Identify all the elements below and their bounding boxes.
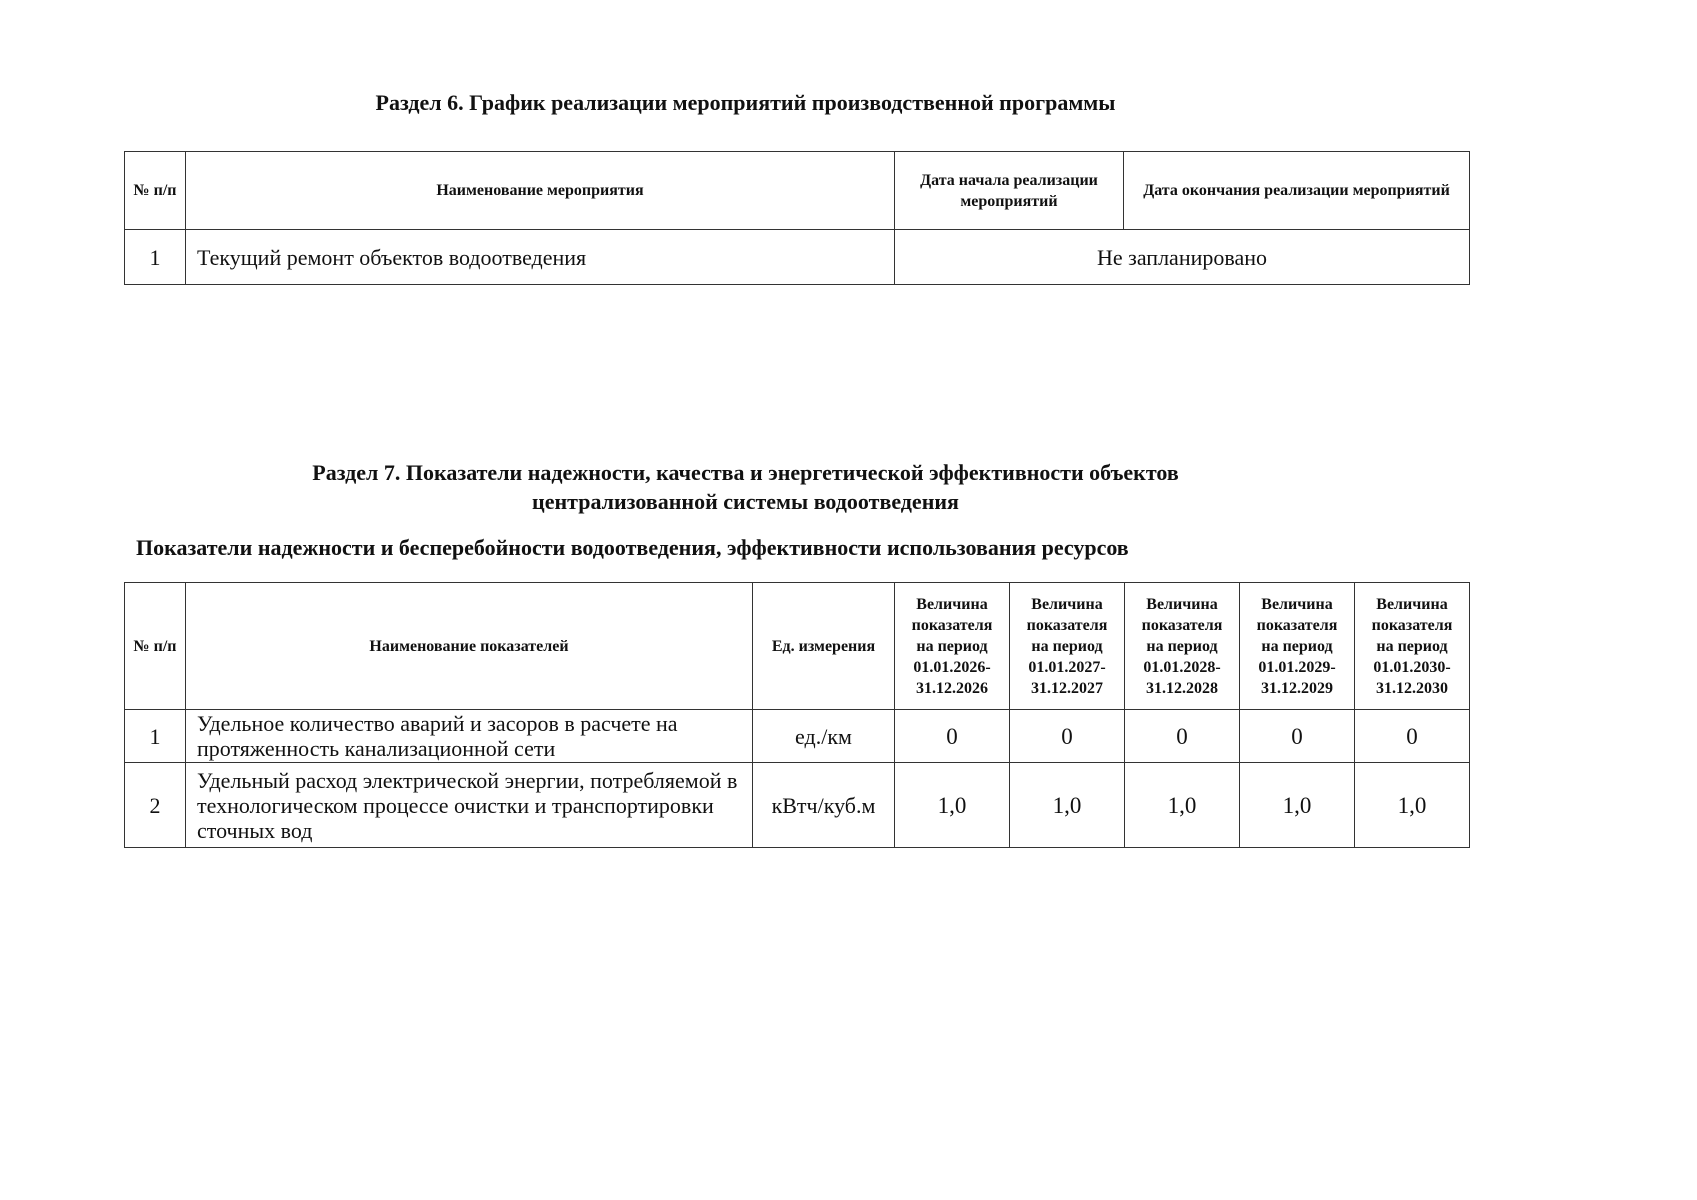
header-start-date: Дата начала реализации мероприятий xyxy=(895,152,1124,230)
header-period-2027: Величина показателя на период 01.01.2027-31.12.2027 xyxy=(1010,583,1125,710)
section7-title xyxy=(0,458,1594,516)
indicator-unit: кВтч/куб.м xyxy=(753,763,895,848)
section7-subtitle: Показатели надежности и бесперебойности водоотведения, эффективности использования ресурсов xyxy=(136,535,1129,560)
indicator-name: Удельное количество аварий и засоров в расчете на протяженность канализационной сети xyxy=(186,710,753,763)
indicator-value-2026: 1,0 xyxy=(895,763,1010,848)
indicator-unit: ед./км xyxy=(753,710,895,763)
row-num: 1 xyxy=(125,710,186,763)
indicator-name: Удельный расход электрической энергии, потребляемой в технологическом процессе очистки и транспортировки сточных вод xyxy=(186,763,753,848)
header-indicator-name: Наименование показателей xyxy=(186,583,753,710)
events-schedule-table xyxy=(124,151,1470,285)
header-unit: Ед. измерения xyxy=(753,583,895,710)
section6-title: Раздел 6. График реализации мероприятий производственной программы xyxy=(375,90,1116,115)
header-period-2030: Величина показателя на период 01.01.2030-31.12.2030 xyxy=(1355,583,1470,710)
indicator-value-2029: 0 xyxy=(1240,710,1355,763)
header-period-2026: Величина показателя на период 01.01.2026-31.12.2026 xyxy=(895,583,1010,710)
header-num: № п/п xyxy=(125,583,186,710)
indicator-value-2030: 0 xyxy=(1355,710,1470,763)
event-name: Текущий ремонт объектов водоотведения xyxy=(186,230,895,285)
header-period-2029: Величина показателя на период 01.01.2029-31.12.2029 xyxy=(1240,583,1355,710)
indicator-value-2027: 0 xyxy=(1010,710,1125,763)
indicator-value-2026: 0 xyxy=(895,710,1010,763)
indicator-value-2029: 1,0 xyxy=(1240,763,1355,848)
table-row xyxy=(125,230,1470,285)
indicator-value-2028: 1,0 xyxy=(1125,763,1240,848)
section7-title-line1: Раздел 7. Показатели надежности, качества и энергетической эффективности объектов xyxy=(312,460,1179,485)
header-event-name: Наименование мероприятия xyxy=(186,152,895,230)
row-num: 1 xyxy=(125,230,186,285)
table-row xyxy=(125,710,1470,763)
indicator-value-2030: 1,0 xyxy=(1355,763,1470,848)
header-num: № п/п xyxy=(125,152,186,230)
header-end-date: Дата окончания реализации мероприятий xyxy=(1124,152,1470,230)
table-row xyxy=(125,763,1470,848)
row-num: 2 xyxy=(125,763,186,848)
indicator-value-2028: 0 xyxy=(1125,710,1240,763)
indicators-table xyxy=(124,582,1470,848)
header-period-2028: Величина показателя на период 01.01.2028-31.12.2028 xyxy=(1125,583,1240,710)
table-header-row xyxy=(125,152,1470,230)
section7-title-line2: централизованной системы водоотведения xyxy=(532,489,959,514)
event-status: Не запланировано xyxy=(895,230,1470,285)
indicator-value-2027: 1,0 xyxy=(1010,763,1125,848)
table-header-row xyxy=(125,583,1470,710)
